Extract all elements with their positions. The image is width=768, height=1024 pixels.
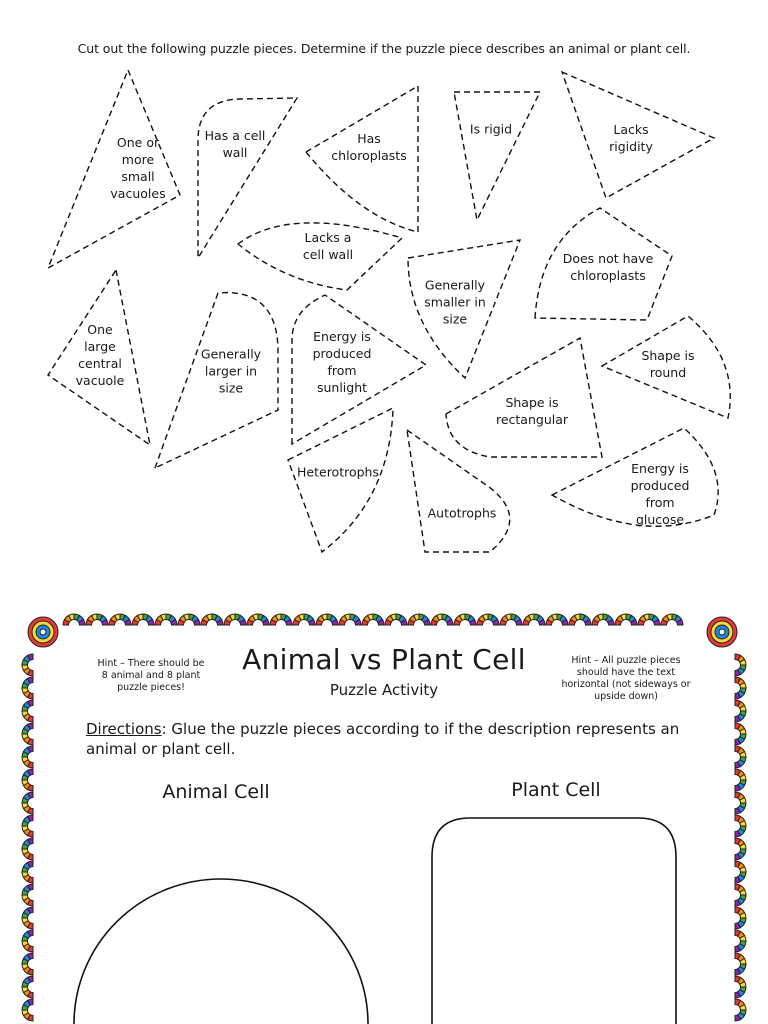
piece-label: Is rigid bbox=[469, 121, 513, 137]
border-scallop bbox=[615, 614, 637, 625]
worksheet-title: Animal vs Plant Cell bbox=[242, 643, 526, 676]
border-scallop bbox=[735, 930, 746, 952]
animal-cell-heading: Animal Cell bbox=[162, 781, 270, 803]
border-scallop bbox=[592, 614, 614, 625]
border-scallop bbox=[431, 614, 453, 625]
border-scallop bbox=[385, 614, 407, 625]
piece-label: Does not have chloroplasts bbox=[562, 251, 654, 283]
border-scallop bbox=[22, 792, 33, 814]
border-scallop bbox=[339, 614, 361, 625]
piece-label: Lacks rigidity bbox=[609, 122, 653, 154]
border-scallop bbox=[661, 614, 683, 625]
border-scallop bbox=[201, 614, 223, 625]
border-scallop bbox=[569, 614, 591, 625]
border-scallop bbox=[22, 769, 33, 791]
border-scallop bbox=[22, 953, 33, 975]
border-scallop bbox=[178, 614, 200, 625]
puzzle-piece-has-a-cell-wall[interactable] bbox=[198, 98, 297, 258]
border-scallop bbox=[293, 614, 315, 625]
border-scallop bbox=[63, 614, 85, 625]
border-scallop bbox=[735, 861, 746, 883]
directions bbox=[86, 719, 686, 759]
border-scallop bbox=[477, 614, 499, 625]
border-scallop bbox=[22, 838, 33, 860]
border-scallop bbox=[270, 614, 292, 625]
animal-cell-circle bbox=[74, 879, 368, 1024]
border-scallop bbox=[735, 815, 746, 837]
piece-label: Has a cell wall bbox=[204, 128, 266, 160]
cut-out-instructions: Cut out the following puzzle pieces. Determine if the puzzle piece describes an animal or plant cell. bbox=[77, 41, 691, 56]
piece-label: One or more small vacuoles bbox=[110, 135, 166, 201]
border-scallop bbox=[546, 614, 568, 625]
piece-label: Heterotrophs bbox=[297, 464, 379, 480]
hint-left: Hint – There should be 8 animal and 8 plant puzzle pieces! bbox=[97, 658, 205, 693]
border-scallop bbox=[638, 614, 660, 625]
piece-label: Has chloroplasts bbox=[331, 131, 407, 163]
border-scallop bbox=[735, 953, 746, 975]
border-scallop bbox=[735, 746, 746, 768]
piece-label: Autotrophs bbox=[427, 505, 497, 521]
border-scallop bbox=[735, 700, 746, 722]
border-scallop bbox=[22, 930, 33, 952]
border-scallop bbox=[132, 614, 154, 625]
border-scallop bbox=[224, 614, 246, 625]
border-scallop bbox=[454, 614, 476, 625]
piece-label: Energy is produced from glucose bbox=[630, 461, 690, 527]
border-scallop bbox=[109, 614, 131, 625]
plant-cell-rounded-box bbox=[432, 818, 676, 1024]
border-scallop bbox=[22, 999, 33, 1021]
puzzle-piece-is-rigid[interactable] bbox=[454, 92, 540, 220]
piece-label: Lacks a cell wall bbox=[302, 230, 354, 262]
border-scallop bbox=[735, 999, 746, 1021]
border-scallop bbox=[735, 723, 746, 745]
border-scallop bbox=[155, 614, 177, 625]
border-scallop bbox=[735, 884, 746, 906]
directions-text: : Glue the puzzle pieces according to if the description represents an animal or plant cell. bbox=[86, 720, 680, 758]
piece-label: Generally larger in size bbox=[200, 346, 262, 396]
piece-label: Generally smaller in size bbox=[424, 277, 486, 327]
piece-label: One large central vacuole bbox=[75, 322, 125, 388]
directions-label: Directions bbox=[86, 720, 162, 738]
border-scallop bbox=[316, 614, 338, 625]
border-scallop bbox=[22, 976, 33, 998]
border-scallop bbox=[22, 861, 33, 883]
hint-right: Hint – All puzzle pieces should have the text horizontal (not sideways or upside down) bbox=[561, 655, 691, 702]
border-scallop bbox=[735, 838, 746, 860]
border-scallop bbox=[362, 614, 384, 625]
puzzle-piece-autotrophs[interactable] bbox=[407, 430, 510, 552]
border-scallop bbox=[735, 792, 746, 814]
border-scallop bbox=[22, 700, 33, 722]
border-scallop bbox=[247, 614, 269, 625]
worksheet-subtitle: Puzzle Activity bbox=[329, 681, 439, 699]
border-scallop bbox=[735, 907, 746, 929]
border-scallop bbox=[500, 614, 522, 625]
piece-label: Shape is round bbox=[641, 348, 695, 380]
border-scallop bbox=[22, 907, 33, 929]
plant-cell-heading: Plant Cell bbox=[511, 779, 601, 801]
piece-label: Shape is rectangular bbox=[495, 395, 569, 427]
border-scallop bbox=[22, 746, 33, 768]
border-scallop bbox=[523, 614, 545, 625]
border-scallop bbox=[408, 614, 430, 625]
border-scallop bbox=[22, 815, 33, 837]
piece-label: Energy is produced from sunlight bbox=[312, 329, 372, 395]
border-scallop bbox=[22, 884, 33, 906]
border-scallop bbox=[735, 769, 746, 791]
border-scallop bbox=[22, 723, 33, 745]
border-scallop bbox=[735, 976, 746, 998]
border-scallop bbox=[86, 614, 108, 625]
